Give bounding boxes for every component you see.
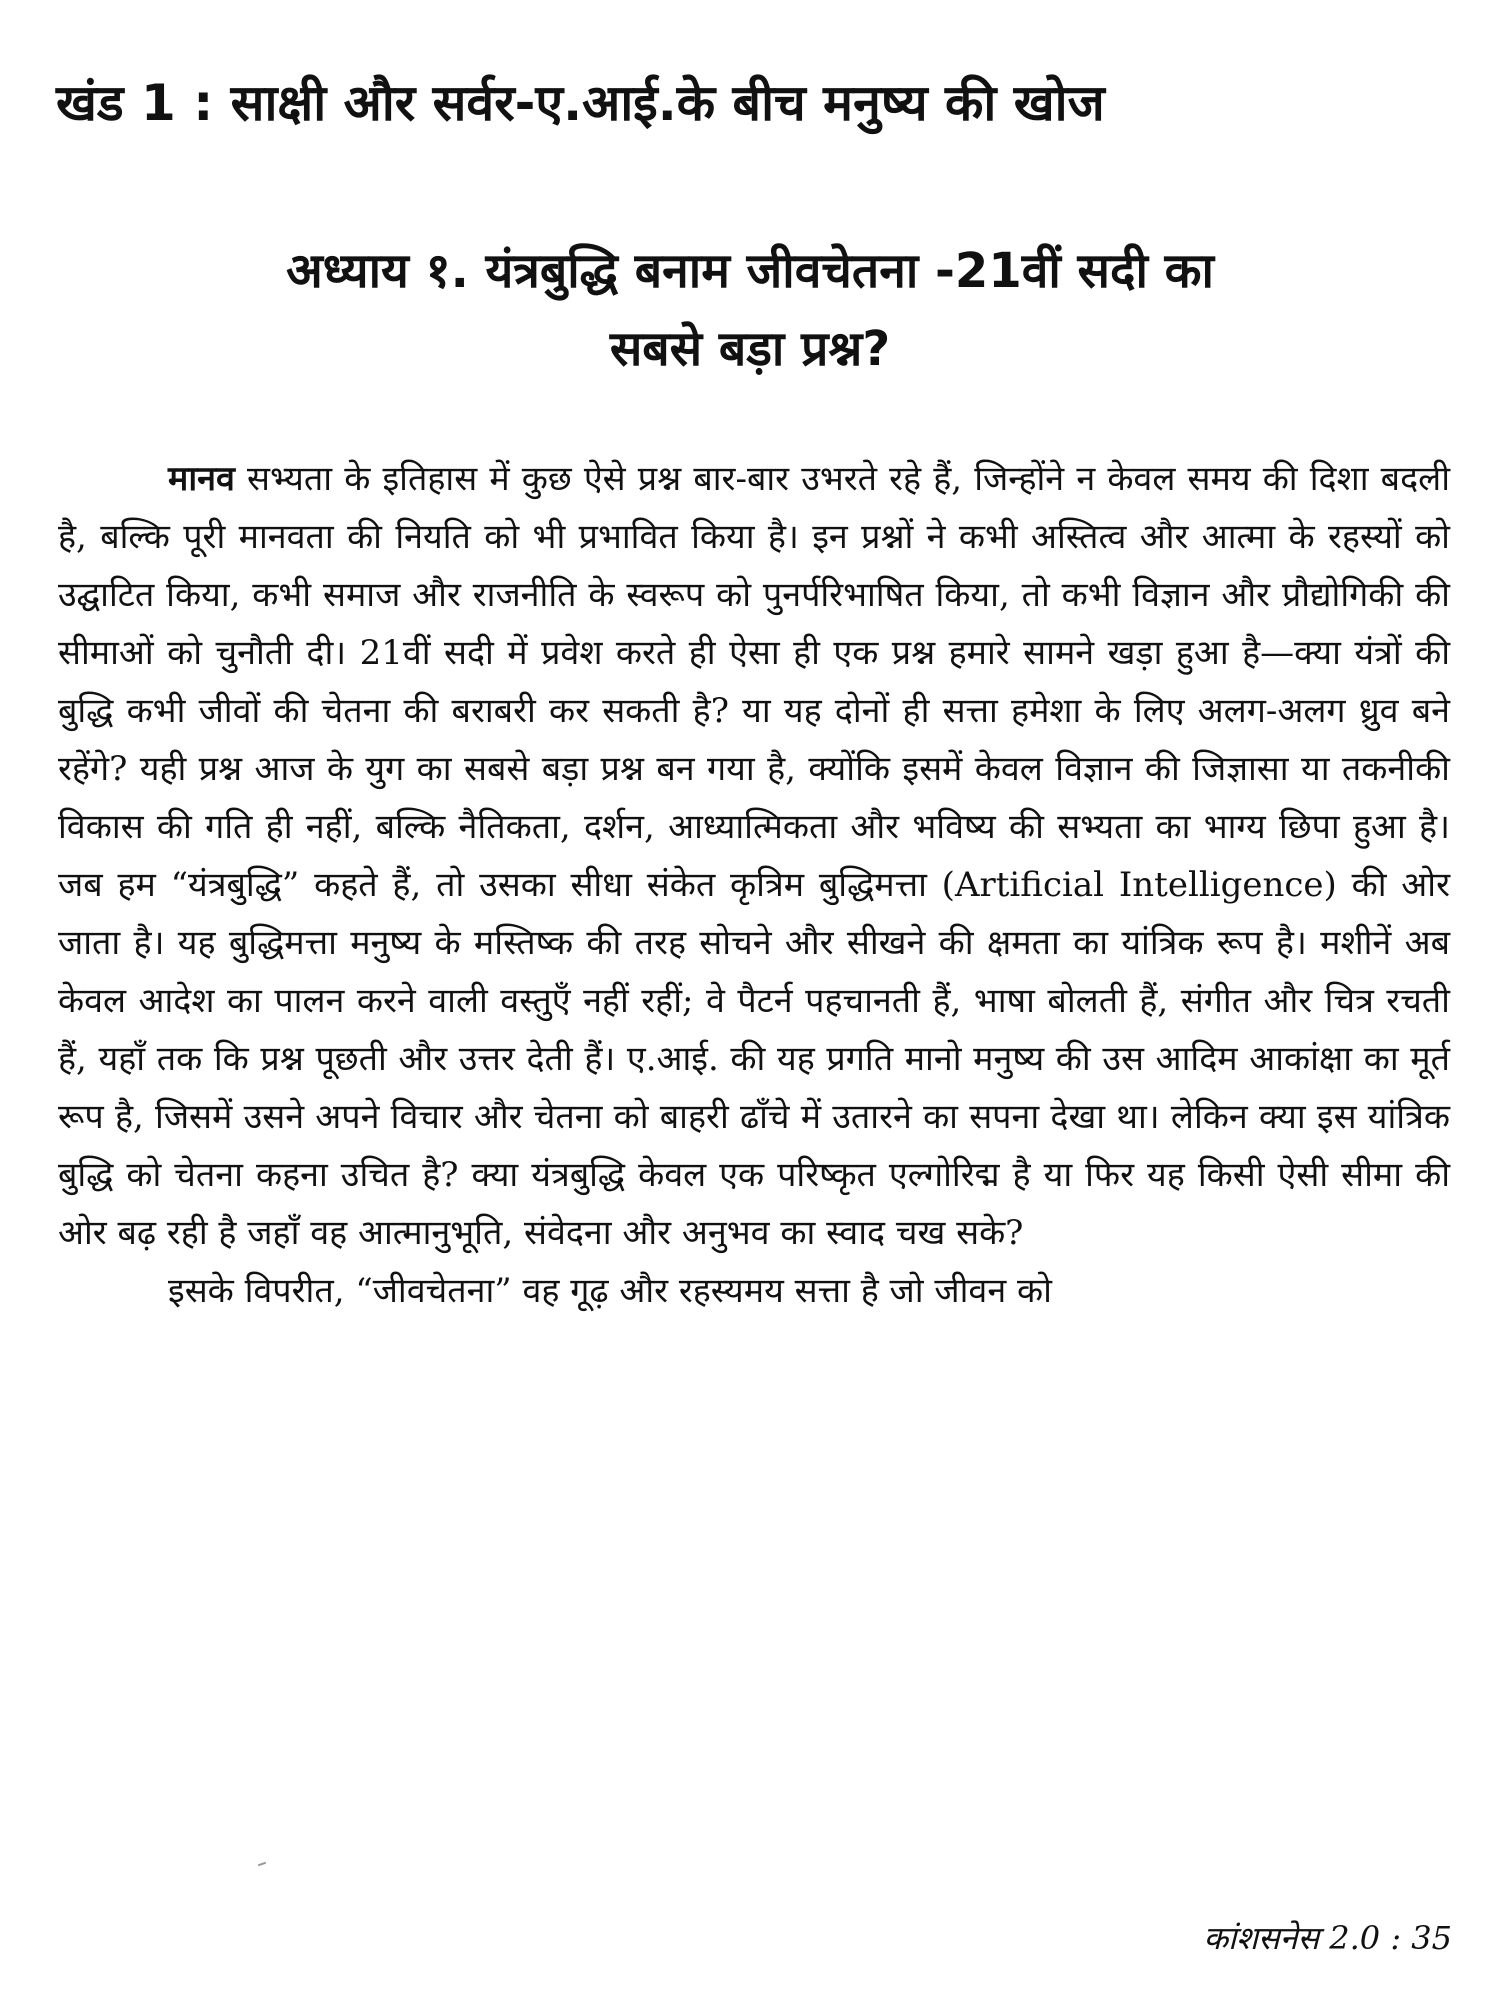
paragraph-lead-word: मानव: [168, 459, 235, 499]
chapter-heading-line-1: अध्याय १. यंत्रबुद्धि बनाम जीवचेतना -21वीं सदी का: [286, 243, 1214, 299]
paragraph-1-text: सभ्यता के इतिहास में कुछ ऐसे प्रश्न बार-बार उभरते रहे हैं, जिन्होंने न केवल समय की दिशा बदली है, बल्कि पूरी मानवता की नियति को भी प्रभावित किया है। इन प्रश्नों ने कभी अस्तित्व और आत्मा के रहस्यों को उद्घाटित किया, कभी समाज और राजनीति के स्वरूप को पुनर्परिभाषित किया, तो कभी विज्ञान और प्रौद्योगिकी की सीमाओं को चुनौती दी। 21वीं सदी में प्रवेश करते ही ऐसा ही एक प्रश्न हमारे सामने खड़ा हुआ है—क्या यंत्रों की बुद्धि कभी जीवों की चेतना की बराबरी कर सकती है? या यह दोनों ही सत्ता हमेशा के लिए अलग-अलग ध्रुव बने रहेंगे? यही प्रश्न आज के युग का सबसे बड़ा प्रश्न बन गया है, क्योंकि इसमें केवल विज्ञान की जिज्ञासा या तकनीकी विकास की गति ही नहीं, बल्कि नैतिकता, दर्शन, आध्यात्मिकता और भविष्य की सभ्यता का भाग्य छिपा हुआ है। जब हम “यंत्रबुद्धि” कहते हैं, तो उसका सीधा संकेत कृत्रिम बुद्धिमत्ता (Artificial Intelligence) की ओर जाता है। यह बुद्धिमत्ता मनुष्य के मस्तिष्क की तरह सोचने और सीखने की क्षमता का यांत्रिक रूप है। मशीनें अब केवल आदेश का पालन करने वाली वस्तुएँ नहीं रहीं; वे पैटर्न पहचानती हैं, भाषा बोलती हैं, संगीत और चित्र रचती हैं, यहाँ तक कि प्रश्न पूछती और उत्तर देती हैं। ए.आई. की यह प्रगति मानो मनुष्य की उस आदिम आकांक्षा का मूर्त रूप है, जिसमें उसने अपने विचार और चेतना को बाहरी ढाँचे में उतारने का सपना देखा था। लेकिन क्या इस यांत्रिक बुद्धि को चेतना कहना उचित है? क्या यंत्रबुद्धि केवल एक परिष्कृत एल्गोरिद्म है या फिर यह किसी ऐसी सीमा की ओर बढ़ रही है जहाँ वह आत्मानुभूति, संवेदना और अनुभव का स्वाद चख सके?: [58, 459, 1450, 1253]
paragraph-2: इसके विपरीत, “जीवचेतना” वह गूढ़ और रहस्यमय सत्ता है जो जीवन को: [168, 1271, 1052, 1311]
body-text: [58, 450, 1450, 1320]
scan-speck: [258, 1862, 266, 1867]
section-heading: खंड 1 : साक्षी और सर्वर-ए.आई.के बीच मनुष्य की खोज: [56, 74, 1105, 132]
paragraph-1: [58, 450, 1450, 1262]
chapter-heading-line-2: सबसे बड़ा प्रश्न?: [609, 321, 891, 377]
chapter-heading: [80, 232, 1420, 388]
page-footer: कांशसनेस 2.0 : 35: [1203, 1919, 1452, 1957]
